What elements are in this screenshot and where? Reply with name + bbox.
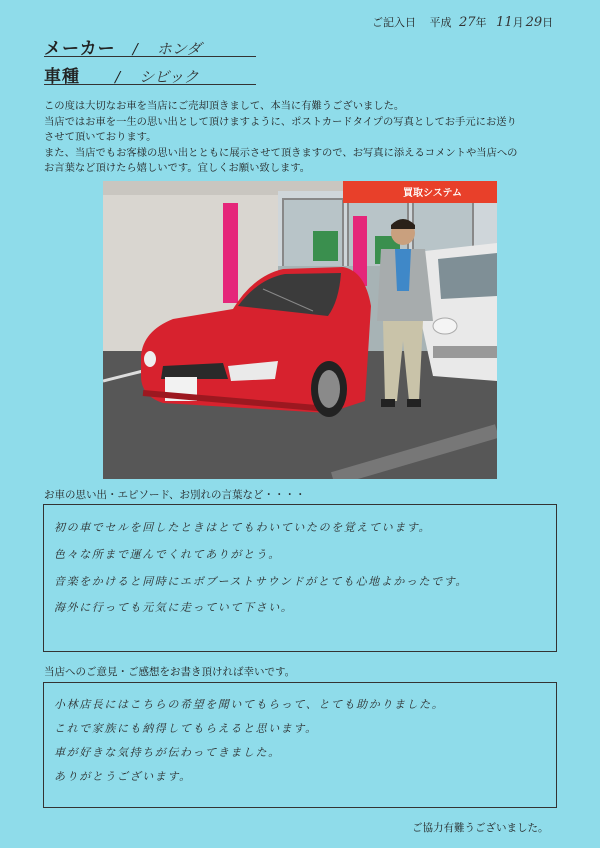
feedback-line: 車が好きな気持ちが伝わってきました。 bbox=[54, 746, 281, 759]
date-era: 平成 bbox=[429, 16, 452, 29]
memory-line: 海外に行っても元気に走っていて下さい。 bbox=[54, 601, 294, 614]
store-sign-text: 買取システム bbox=[403, 188, 462, 199]
date-month-unit: 月 bbox=[512, 16, 524, 29]
entry-date bbox=[372, 14, 553, 30]
date-month: 11 bbox=[496, 15, 513, 30]
pink-banner-left bbox=[223, 203, 238, 303]
intro-line: 当店ではお車を一生の思い出として頂けますように、ポストカードタイプの写真としてお手元にお送り bbox=[44, 115, 517, 128]
feedback-label: 当店へのご意見・ご感想をお書き頂ければ幸いです。 bbox=[44, 666, 296, 678]
intro-line: また、当店でもお客様の思い出とともに展示させて頂きますので、お写真に添えるコメントや当店への bbox=[44, 146, 518, 159]
thanks-text: ご協力有難うございました。 bbox=[412, 822, 549, 834]
intro-line: この度は大切なお車を当店にご売却頂きまして、本当に有難うございました。 bbox=[44, 100, 405, 112]
intro-text bbox=[44, 99, 564, 177]
maker-field bbox=[44, 34, 256, 57]
car-photo-illustration bbox=[103, 181, 497, 479]
feedback-line: ありがとうございます。 bbox=[54, 770, 192, 783]
feedback-line: 小林店長にはこちらの希望を聞いてもらって、とても助かりました。 bbox=[54, 698, 445, 711]
maker-label: メーカー bbox=[44, 39, 116, 59]
intro-line: させて頂いております。 bbox=[44, 131, 157, 144]
intro-line: お言葉など頂けたら嬉しいです。宜しくお願い致します。 bbox=[44, 162, 311, 175]
memories-box bbox=[43, 504, 557, 652]
model-separator: / bbox=[115, 68, 121, 86]
date-label: ご記入日 bbox=[372, 16, 416, 29]
date-year: 27 bbox=[459, 15, 476, 30]
maker-separator: / bbox=[132, 40, 138, 58]
maker-value: ホンダ bbox=[156, 40, 202, 58]
feedback-line: これで家族にも納得してもらえると思います。 bbox=[54, 722, 318, 735]
date-day-unit: 日 bbox=[542, 16, 554, 29]
model-label: 車種 bbox=[44, 67, 80, 87]
date-year-unit: 年 bbox=[475, 16, 487, 29]
memory-line: 音楽をかけると同時にエボブーストサウンドがとても心地よかったです。 bbox=[54, 575, 469, 588]
memories-label: お車の思い出・エピソード、お別れの言葉など・・・・ bbox=[44, 489, 306, 501]
date-day: 29 bbox=[525, 15, 543, 30]
model-field bbox=[44, 62, 256, 85]
feedback-box bbox=[43, 682, 557, 808]
memory-line: 初の車でセルを回したときはとてもわいていたのを覚えています。 bbox=[54, 521, 432, 534]
memory-line: 色々な所まで運んでくれてありがとう。 bbox=[54, 548, 281, 561]
car-photo bbox=[103, 181, 497, 479]
model-value: シビック bbox=[139, 68, 199, 86]
